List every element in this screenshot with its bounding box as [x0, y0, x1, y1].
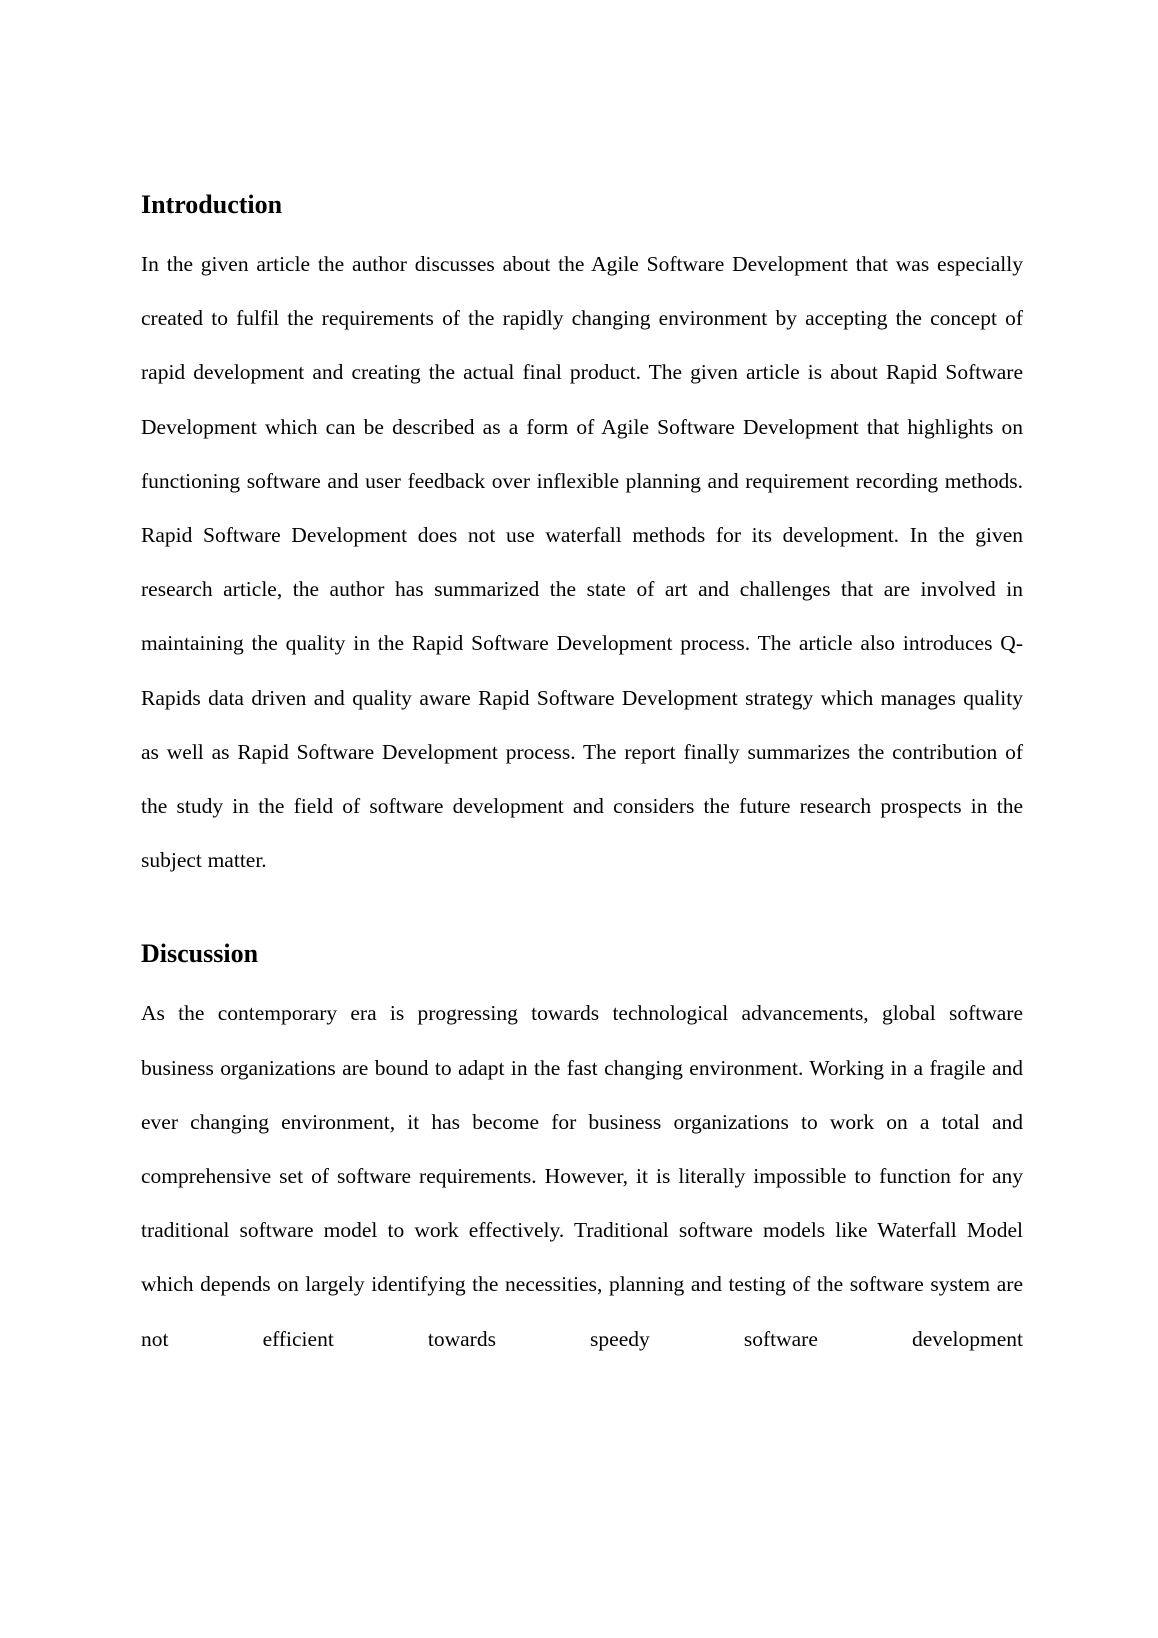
discussion-paragraph: As the contemporary era is progressing towards technological advancements, global software business organizations are bound to adapt in the fast changing environment. Working in a fragile and ever changing environment, it has become for business organizations to work on a total and comprehensive set of software requirements. However, it is literally impossible to function for any traditional software model to work effectively. Traditional software models like Waterfall Model which depends on largely identifying the necessities, planning and testing of the software system are not efficient towards speedy software development	[141, 1001, 1023, 1351]
discussion-heading: Discussion	[141, 939, 259, 969]
introduction-paragraph: In the given article the author discusses about the Agile Software Development that was especially created to fulfil the requirements of the rapidly changing environment by accepting the concept of rapid development and creating the actual final product. The given article is about Rapid Software Development which can be described as a form of Agile Software Development that highlights on functioning software and user feedback over inflexible planning and requirement recording methods. Rapid Software Development does not use waterfall methods for its development. In the given research article, the author has summarized the state of art and challenges that are involved in maintaining the quality in the Rapid Software Development process. The article also introduces Q-Rapids data driven and quality aware Rapid Software Development strategy which manages quality as well as Rapid Software Development process. The report finally summarizes the contribution of the study in the field of software development and considers the future research prospects in the subject matter.	[141, 252, 1023, 873]
section-introduction	[141, 185, 1023, 887]
section-discussion	[141, 934, 1023, 1365]
introduction-heading: Introduction	[141, 190, 283, 219]
document-body	[141, 185, 1023, 1366]
